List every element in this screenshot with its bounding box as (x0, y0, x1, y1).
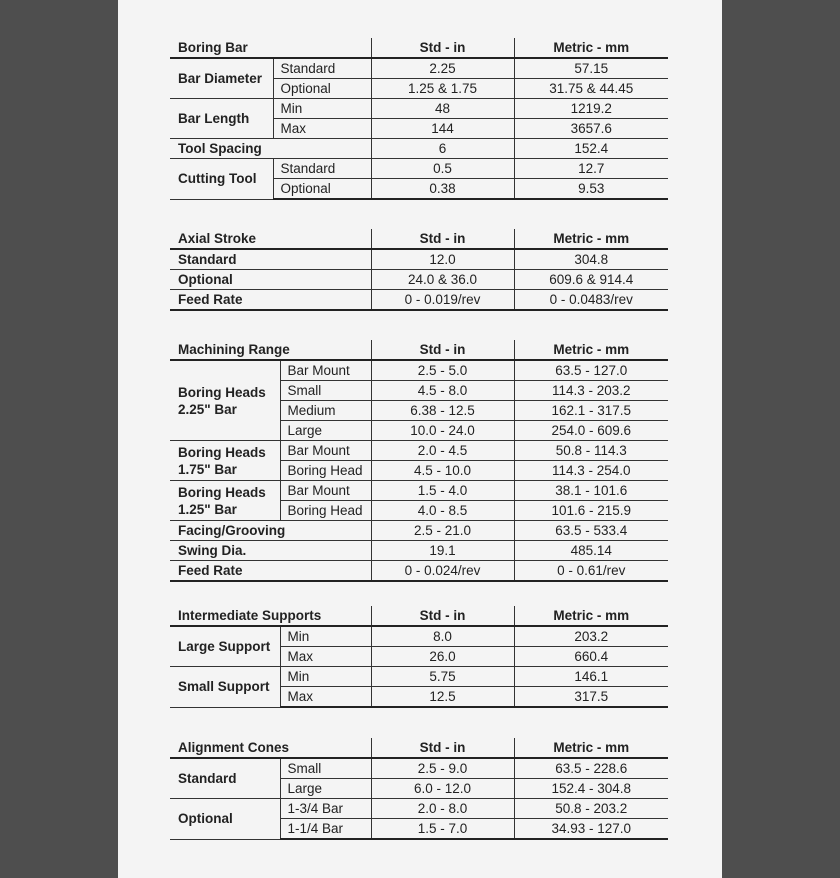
metric-value: 12.7 (514, 159, 668, 179)
row-label: Standard (170, 249, 371, 270)
metric-value: 34.93 - 127.0 (514, 819, 668, 840)
std-value: 4.0 - 8.5 (371, 501, 514, 521)
sub-label: Standard (273, 58, 371, 79)
table-row (170, 159, 668, 179)
table-row (170, 58, 668, 79)
metric-value: 38.1 - 101.6 (514, 481, 668, 501)
std-header: Std - in (371, 38, 514, 58)
metric-value: 152.4 - 304.8 (514, 779, 668, 799)
metric-value: 9.53 (514, 179, 668, 200)
sub-label: 1-1/4 Bar (280, 819, 371, 840)
row-label: Feed Rate (170, 290, 371, 311)
table-row (170, 270, 668, 290)
row-label: Standard (170, 758, 280, 799)
metric-value: 146.1 (514, 667, 668, 687)
std-header: Std - in (371, 340, 514, 360)
sub-label: Min (273, 99, 371, 119)
table-row (170, 626, 668, 647)
std-value: 1.5 - 4.0 (371, 481, 514, 501)
std-value: 48 (371, 99, 514, 119)
metric-value: 50.8 - 203.2 (514, 799, 668, 819)
table-row (170, 758, 668, 779)
right-dark-margin (722, 0, 840, 878)
table-row (170, 99, 668, 119)
table-row (170, 249, 668, 270)
table-row (170, 561, 668, 582)
metric-value: 1219.2 (514, 99, 668, 119)
std-value: 1.5 - 7.0 (371, 819, 514, 840)
metric-header: Metric - mm (514, 229, 668, 249)
sub-label: Standard (273, 159, 371, 179)
std-value: 10.0 - 24.0 (371, 421, 514, 441)
table-row (170, 441, 668, 461)
table-title: Intermediate Supports (170, 606, 371, 626)
metric-value: 3657.6 (514, 119, 668, 139)
row-label: Tool Spacing (170, 139, 371, 159)
sub-label: Optional (273, 79, 371, 99)
std-value: 2.25 (371, 58, 514, 79)
std-value: 4.5 - 10.0 (371, 461, 514, 481)
metric-value: 57.15 (514, 58, 668, 79)
table-row (170, 799, 668, 819)
metric-value: 50.8 - 114.3 (514, 441, 668, 461)
sub-label: Bar Mount (280, 360, 371, 381)
table-row (170, 139, 668, 159)
sub-label: Small (280, 381, 371, 401)
row-label: Facing/Grooving (170, 521, 371, 541)
sub-label: Max (280, 647, 371, 667)
metric-value: 63.5 - 533.4 (514, 521, 668, 541)
metric-value: 152.4 (514, 139, 668, 159)
metric-value: 31.75 & 44.45 (514, 79, 668, 99)
row-label: Boring Heads 1.75" Bar (170, 441, 280, 481)
sub-label: Bar Mount (280, 481, 371, 501)
table-title: Alignment Cones (170, 738, 371, 758)
metric-header: Metric - mm (514, 38, 668, 58)
table-title: Axial Stroke (170, 229, 371, 249)
table-row (170, 290, 668, 311)
sub-label: Large (280, 421, 371, 441)
std-value: 2.5 - 5.0 (371, 360, 514, 381)
sub-label: Bar Mount (280, 441, 371, 461)
std-value: 8.0 (371, 626, 514, 647)
metric-value: 203.2 (514, 626, 668, 647)
row-label: Bar Diameter (170, 58, 273, 99)
std-value: 2.0 - 8.0 (371, 799, 514, 819)
std-value: 0.38 (371, 179, 514, 200)
axial-stroke-table (170, 229, 668, 311)
sub-label: Max (280, 687, 371, 708)
boring-bar-table (170, 38, 668, 200)
metric-value: 0 - 0.0483/rev (514, 290, 668, 311)
metric-header: Metric - mm (514, 606, 668, 626)
table-row (170, 541, 668, 561)
std-value: 4.5 - 8.0 (371, 381, 514, 401)
std-value: 26.0 (371, 647, 514, 667)
std-value: 19.1 (371, 541, 514, 561)
table-row (170, 521, 668, 541)
metric-value: 485.14 (514, 541, 668, 561)
sub-label: Max (273, 119, 371, 139)
metric-header: Metric - mm (514, 738, 668, 758)
row-label: Small Support (170, 667, 280, 708)
table-row (170, 481, 668, 501)
metric-value: 162.1 - 317.5 (514, 401, 668, 421)
row-label: Boring Heads 1.25" Bar (170, 481, 280, 521)
metric-value: 609.6 & 914.4 (514, 270, 668, 290)
row-label: Bar Length (170, 99, 273, 139)
std-value: 144 (371, 119, 514, 139)
left-dark-margin (0, 0, 118, 878)
spec-sheet-page (118, 0, 722, 878)
metric-value: 0 - 0.61/rev (514, 561, 668, 582)
metric-value: 101.6 - 215.9 (514, 501, 668, 521)
sub-label: Optional (273, 179, 371, 200)
sub-label: Small (280, 758, 371, 779)
std-value: 5.75 (371, 667, 514, 687)
sub-label: Min (280, 626, 371, 647)
std-value: 0 - 0.019/rev (371, 290, 514, 311)
row-label: Feed Rate (170, 561, 371, 582)
std-value: 1.25 & 1.75 (371, 79, 514, 99)
row-label: Cutting Tool (170, 159, 273, 200)
std-value: 2.5 - 9.0 (371, 758, 514, 779)
sub-label: Min (280, 667, 371, 687)
intermediate-supports-table (170, 606, 668, 708)
row-label: Swing Dia. (170, 541, 371, 561)
std-value: 12.5 (371, 687, 514, 708)
metric-value: 254.0 - 609.6 (514, 421, 668, 441)
std-header: Std - in (371, 229, 514, 249)
std-value: 6.38 - 12.5 (371, 401, 514, 421)
sub-label: Boring Head (280, 461, 371, 481)
row-label: Optional (170, 270, 371, 290)
metric-value: 304.8 (514, 249, 668, 270)
row-label: Large Support (170, 626, 280, 667)
std-value: 2.0 - 4.5 (371, 441, 514, 461)
alignment-cones-table (170, 738, 668, 840)
metric-header: Metric - mm (514, 340, 668, 360)
sub-label: Boring Head (280, 501, 371, 521)
metric-value: 317.5 (514, 687, 668, 708)
std-value: 6 (371, 139, 514, 159)
metric-value: 114.3 - 203.2 (514, 381, 668, 401)
table-row (170, 667, 668, 687)
sub-label: Large (280, 779, 371, 799)
std-value: 6.0 - 12.0 (371, 779, 514, 799)
table-title: Boring Bar (170, 38, 371, 58)
std-value: 12.0 (371, 249, 514, 270)
std-value: 0 - 0.024/rev (371, 561, 514, 582)
row-label: Optional (170, 799, 280, 840)
metric-value: 63.5 - 127.0 (514, 360, 668, 381)
std-header: Std - in (371, 738, 514, 758)
metric-value: 114.3 - 254.0 (514, 461, 668, 481)
sub-label: Medium (280, 401, 371, 421)
machining-range-table (170, 340, 668, 582)
std-value: 0.5 (371, 159, 514, 179)
std-value: 2.5 - 21.0 (371, 521, 514, 541)
metric-value: 660.4 (514, 647, 668, 667)
metric-value: 63.5 - 228.6 (514, 758, 668, 779)
row-label: Boring Heads 2.25" Bar (170, 360, 280, 441)
sub-label: 1-3/4 Bar (280, 799, 371, 819)
table-row (170, 360, 668, 381)
table-title: Machining Range (170, 340, 371, 360)
std-header: Std - in (371, 606, 514, 626)
std-value: 24.0 & 36.0 (371, 270, 514, 290)
